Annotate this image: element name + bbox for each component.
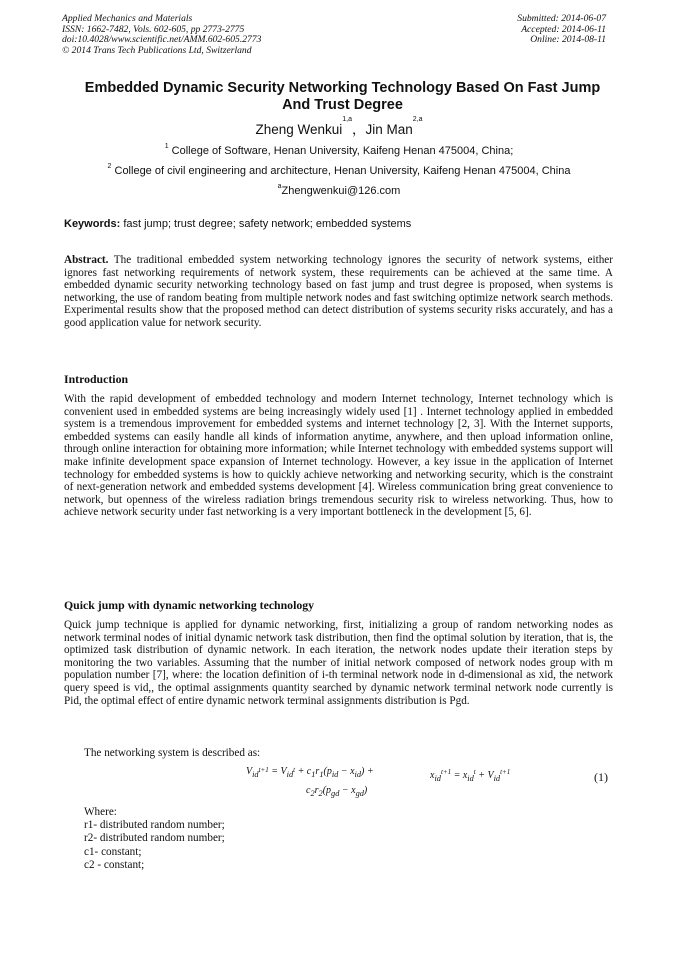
author-1: Zheng Wenkui [255,122,343,137]
introduction-heading: Introduction [64,372,129,386]
abstract [64,254,613,330]
equation-position: $x_{id}^{t+1} = x_{id}^t + V_{id}^{t+1}$ [430,768,511,783]
equation-intro: The networking system is described as: [84,747,261,759]
affiliation-1-text: College of Software, Henan University, Kaifeng Henan 475004, China; [171,145,514,157]
journal-issn: ISSN: 1662-7482, Vols. 602-605, pp 2773-2775 [62,23,245,35]
introduction-text: With the rapid development of embedded technology and modern Internet technology, Internet technology which is convenient used in embedded systems are being increasingly widely used [1] . Internet technology applied in embedded system is a tremendous improvement for embedded systems and internet technology [2, 3]. With the Internet supports, embedded systems can easily handle all kinds of information anytime, anywhere, and then upload information online, through online interaction for obtaining more information; while Internet technology with embedded systems support will make infinite development space expansion of Internet technology. However, a key issue in the application of Internet technology for embedded systems is how to quickly achieve networking and networking security, which is the constraint of next-generation network and embedded systems development [4]. Wireless communication bring great convenience to network, but openness of the wireless radiation brings tremendous security risk to wireless networking. Thus, how to achieve network security under fast networking is a very important bottleneck in the development [5, 6]. [64,393,613,519]
online-date: Online: 2014-08-11 [530,34,606,46]
affiliation-1-sup: 1 [164,143,169,150]
abstract-label: Abstract. [64,254,109,266]
keywords [64,218,411,230]
affiliation-2-sup: 2 [107,163,112,170]
author-1-sup: 1,a [342,116,353,123]
journal-copyright: © 2014 Trans Tech Publications Ltd, Switzerland [62,44,252,56]
section-heading: Quick jump with dynamic networking technology [64,598,315,612]
author-2-sup: 2,a [412,116,423,123]
author-line [0,118,678,138]
keywords-label: Keywords: [64,218,121,230]
email-sup: a [277,183,282,190]
author-email [0,185,678,197]
affiliation-1 [0,145,678,157]
where-item: c1- constant; [84,845,142,858]
section-text: Quick jump technique is applied for dynamic networking, first, initializing a group of random networking nodes as network terminal nodes of initial dynamic network task distribution, then find the optimal solution by iteration, that is, the optimized task distribution of dynamic network. In each iteration, the network nodes update their iteration steps by monitoring the two variables. Assuming that the number of initial network composed of network nodes group with m population number [7], where: the location definition of i-th terminal network node in d-dimensional as xid, the network query speed is vid,, the optimal assignments quantity searched by dynamic network terminal network node currently is Pid, the optimal effect of entire dynamic network terminal assignments distribution is Pgd. [64,619,613,707]
submission-dates [517,14,606,46]
equation-number: (1) [594,770,608,784]
where-list [84,806,225,872]
where-item: r2- distributed random number; [84,832,225,845]
journal-info [62,14,261,56]
affiliation-2-text: College of civil engineering and architecture, Henan University, Kaifeng Henan 475004, China [114,165,571,177]
author-separator: ， [352,122,366,137]
affiliation-2 [0,165,678,177]
journal-name: Applied Mechanics and Materials [62,13,193,24]
keywords-text: fast jump; trust degree; safety network; embedded systems [123,218,412,230]
where-item: r1- distributed random number; [84,819,225,832]
abstract-text: The traditional embedded system networking technology ignores the security of network systems, either ignores fast networking requirements of network system, these requirements can be achieved at the same time. A embedded dynamic security networking technology based on fast jump and trust degree is proposed, when systems is networking, the use of random beating from multiple network nodes and fast switching optimize network search methods. Experimental results show that the proposed method can detect distribution of systems security risks accurately, and has a good application value for network security. [64,254,613,329]
equation-velocity: $V_{id}^{t+1} = V_{id}^t + c_1r_1(p_{id} - x_{id})$ + $c_2r_2(p_{gd} - x_{gd})$ [246,766,374,798]
where-item: c2 - constant; [84,858,145,871]
author-2: Jin Man [365,122,413,137]
email-text: Zhengwenkui@126.com [281,185,401,197]
paper-title: Embedded Dynamic Security Networking Technology Based On Fast Jump And Trust Degree [84,80,601,113]
submitted-date: Submitted: 2014-06-07 [517,13,606,24]
where-label: Where: [84,806,117,818]
journal-doi: doi:10.4028/www.scientific.net/AMM.602-605.2773 [62,34,262,46]
accepted-date: Accepted: 2014-06-11 [521,23,606,35]
